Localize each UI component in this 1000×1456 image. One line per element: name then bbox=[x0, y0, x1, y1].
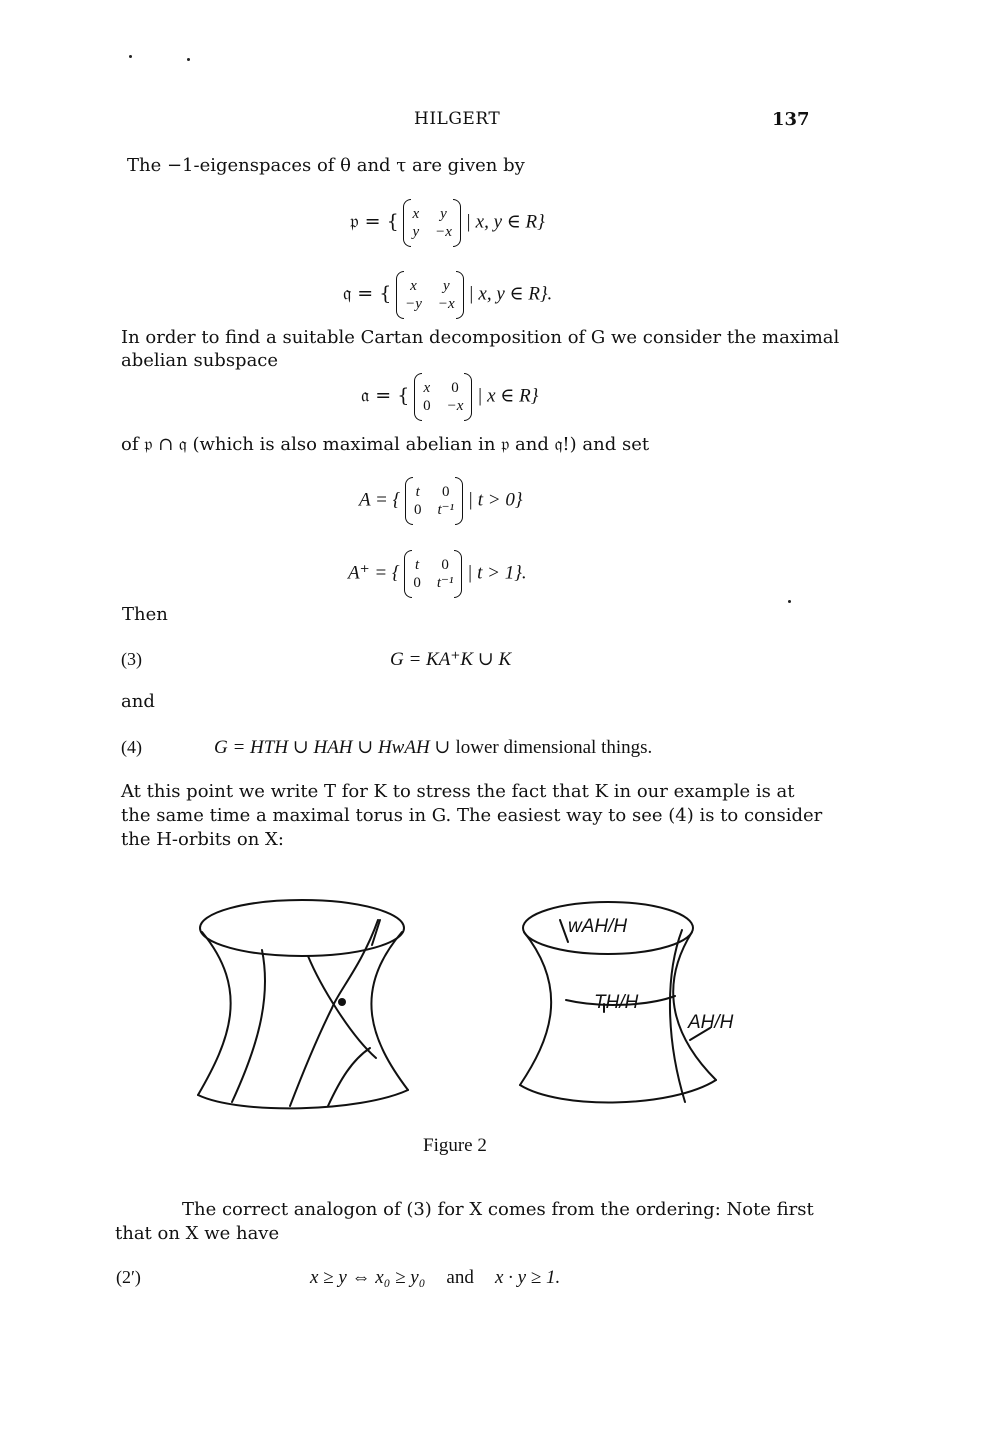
equation-lhs: 𝔮 = { bbox=[343, 282, 392, 305]
torus-paragraph-line1: At this point we write T for K to stress the fact that K in our example is at bbox=[121, 781, 795, 802]
page-number: 137 bbox=[772, 109, 810, 130]
of-p-cap-q-line: of 𝔭 ∩ 𝔮 (which is also maximal abelian in 𝔭 and 𝔮!) and set bbox=[121, 434, 650, 455]
torus-paragraph-line3: the H-orbits on X: bbox=[121, 829, 284, 850]
equation-4-formula: G = HTH ∪ HAH ∪ HwAH ∪ bbox=[214, 737, 451, 758]
equation-q bbox=[343, 278, 552, 312]
equation-2prime-formula-a: x ≥ y ⇔ x₀ ≥ y₀ bbox=[310, 1267, 426, 1288]
page-speck bbox=[129, 55, 132, 58]
left-hyperboloid bbox=[198, 900, 408, 1108]
equation-2prime bbox=[310, 1266, 560, 1289]
label-TH-H: TH/H bbox=[594, 992, 639, 1013]
equation-A-plus bbox=[348, 557, 527, 591]
label-AH-H: AH/H bbox=[688, 1012, 734, 1033]
label-wAH-H: wAH/H bbox=[568, 916, 628, 937]
matrix: x y −y −x bbox=[396, 278, 464, 312]
equation-2prime-and: and bbox=[446, 1267, 474, 1288]
figure-caption: Figure 2 bbox=[423, 1135, 487, 1156]
equation-3: G = KA⁺K ∪ K bbox=[390, 649, 512, 670]
page-speck bbox=[788, 600, 791, 603]
page-speck bbox=[187, 58, 190, 61]
eigenspaces-intro: The −1-eigenspaces of θ and τ are given by bbox=[127, 155, 525, 176]
equation-a bbox=[361, 380, 538, 414]
matrix: x 0 0 −x bbox=[414, 380, 472, 414]
torus-paragraph-line2: the same time a maximal torus in G. The easiest way to see (4) is to consider bbox=[121, 805, 823, 826]
cartan-paragraph-line2: abelian subspace bbox=[121, 350, 279, 371]
equation-3-number: (3) bbox=[121, 649, 142, 669]
ordering-paragraph-line1: The correct analogon of (3) for X comes from the ordering: Note first bbox=[182, 1199, 814, 1220]
equation-4-number: (4) bbox=[121, 737, 142, 757]
equation-condition: | x ∈ R} bbox=[477, 385, 539, 407]
equation-A bbox=[359, 484, 522, 518]
equation-condition: | x, y ∈ R} bbox=[465, 211, 545, 233]
equation-p bbox=[350, 206, 545, 240]
equation-lhs: 𝔭 = { bbox=[350, 210, 399, 233]
then-word: Then bbox=[122, 604, 168, 625]
equation-condition: | x, y ∈ R}. bbox=[468, 283, 553, 305]
equation-lhs: 𝔞 = { bbox=[361, 384, 410, 407]
matrix: x y y −x bbox=[403, 206, 460, 240]
ordering-paragraph-line2: that on X we have bbox=[115, 1223, 280, 1244]
running-head-author: HILGERT bbox=[414, 109, 501, 129]
equation-lhs: A⁺ = { bbox=[348, 562, 400, 584]
matrix: t 0 0 t⁻¹ bbox=[404, 557, 462, 591]
equation-condition: | t > 0} bbox=[467, 489, 523, 511]
matrix: t 0 0 t⁻¹ bbox=[405, 484, 463, 518]
cartan-paragraph-line1: In order to find a suitable Cartan decomposition of G we consider the maximal bbox=[121, 327, 840, 348]
figure-2-hyperboloids bbox=[180, 880, 800, 1120]
equation-4-tail: lower dimensional things. bbox=[455, 737, 653, 758]
equation-2prime-number: (2′) bbox=[116, 1267, 141, 1287]
and-word: and bbox=[121, 691, 155, 712]
equation-4 bbox=[214, 736, 652, 759]
equation-2prime-formula-b: x · y ≥ 1. bbox=[494, 1267, 561, 1288]
equation-condition: | t > 1}. bbox=[467, 562, 527, 584]
equation-lhs: A = { bbox=[359, 489, 401, 511]
